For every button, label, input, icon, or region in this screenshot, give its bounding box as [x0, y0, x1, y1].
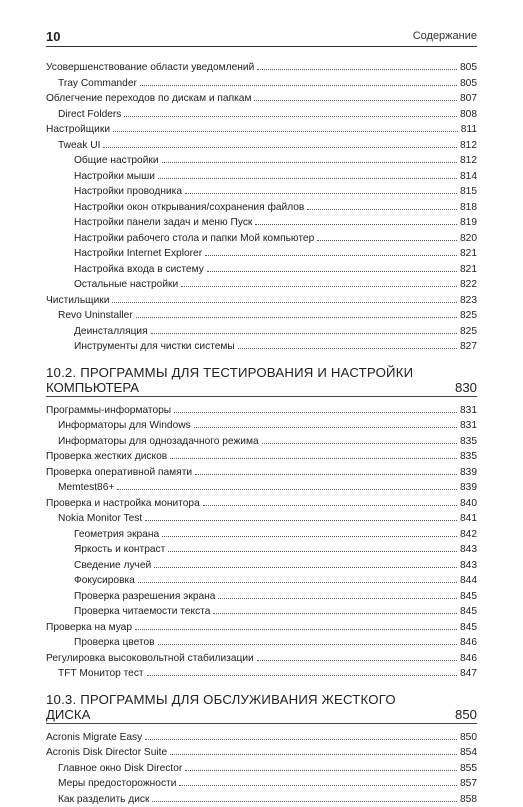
toc-entry-title: Acronis Disk Director Suite	[46, 745, 170, 761]
section-title-line2: КОМПЬЮТЕРА	[46, 380, 139, 395]
dot-leader	[194, 427, 457, 428]
toc-entry	[46, 231, 477, 247]
toc-entry-title: Главное окно Disk Director	[58, 761, 185, 777]
dot-leader	[138, 582, 457, 583]
toc-entry-title: Яркость и контраст	[74, 542, 168, 558]
toc-entry-page: 845	[457, 620, 477, 636]
toc-entry	[46, 277, 477, 293]
toc-entry-title: Проверка читаемости текста	[74, 604, 213, 620]
toc-entry-title: Настройки мыши	[74, 169, 158, 185]
toc-entry-title: Информаторы для однозадачного режима	[58, 434, 262, 450]
section-page: 850	[455, 707, 477, 722]
dot-leader	[207, 271, 457, 272]
toc-entry	[46, 527, 477, 543]
toc-block-1	[46, 60, 477, 355]
toc-entry-title: Проверка цветов	[74, 635, 158, 651]
toc-entry-title: Настройщики	[46, 122, 113, 138]
toc-entry	[46, 604, 477, 620]
toc-entry-page: 841	[457, 511, 477, 527]
toc-entry	[46, 246, 477, 262]
toc-entry-title: Программы-информаторы	[46, 403, 174, 419]
toc-entry	[46, 449, 477, 465]
toc-entry-title: Настройки окон открывания/сохранения файлов	[74, 200, 307, 216]
toc-entry-page: 814	[457, 169, 477, 185]
toc-entry-title: Acronis Migrate Easy	[46, 730, 145, 746]
toc-entry-title: Меры предосторожности	[58, 776, 179, 792]
toc-entry-title: Проверка жестких дисков	[46, 449, 170, 465]
table-of-contents	[46, 60, 477, 807]
dot-leader	[145, 520, 457, 521]
dot-leader	[117, 489, 457, 490]
toc-entry-page: 831	[457, 418, 477, 434]
toc-entry	[46, 91, 477, 107]
dot-leader	[103, 147, 457, 148]
toc-block-3	[46, 730, 477, 807]
toc-entry	[46, 324, 477, 340]
toc-entry-page: 819	[457, 215, 477, 231]
dot-leader	[158, 644, 457, 645]
toc-entry-title: Проверка разрешения экрана	[74, 589, 218, 605]
toc-entry-page: 845	[457, 589, 477, 605]
toc-entry-title: Проверка оперативной памяти	[46, 465, 195, 481]
dot-leader	[170, 754, 457, 755]
toc-entry-page: 818	[457, 200, 477, 216]
dot-leader	[135, 629, 457, 630]
toc-entry-page: 821	[457, 246, 477, 262]
section-title-line1: 10.3. ПРОГРАММЫ ДЛЯ ОБСЛУЖИВАНИЯ ЖЕСТКОГО	[46, 692, 477, 707]
toc-entry-page: 811	[458, 122, 477, 138]
toc-entry	[46, 635, 477, 651]
toc-entry-page: 857	[457, 776, 477, 792]
toc-entry-page: 846	[457, 635, 477, 651]
toc-entry	[46, 262, 477, 278]
toc-entry	[46, 542, 477, 558]
dot-leader	[151, 333, 457, 334]
toc-entry	[46, 293, 477, 309]
toc-entry-page: 805	[457, 60, 477, 76]
dot-leader	[203, 505, 457, 506]
toc-entry	[46, 792, 477, 807]
toc-entry-page: 847	[457, 666, 477, 682]
toc-entry	[46, 589, 477, 605]
toc-entry-page: 844	[457, 573, 477, 589]
toc-entry-page: 850	[457, 730, 477, 746]
dot-leader	[213, 613, 457, 614]
toc-entry	[46, 403, 477, 419]
dot-leader	[254, 100, 457, 101]
toc-entry-page: 845	[457, 604, 477, 620]
section-heading-10-3	[46, 692, 477, 724]
dot-leader	[317, 240, 457, 241]
toc-entry-title: Информаторы для Windows	[58, 418, 194, 434]
toc-entry-page: 835	[457, 434, 477, 450]
toc-entry	[46, 107, 477, 123]
toc-entry-page: 839	[457, 480, 477, 496]
toc-entry-title: Revo Uninstaller	[58, 308, 136, 324]
dot-leader	[179, 785, 457, 786]
toc-entry	[46, 138, 477, 154]
toc-entry	[46, 745, 477, 761]
toc-entry-page: 815	[457, 184, 477, 200]
toc-entry-title: Регулировка высоковольтной стабилизации	[46, 651, 257, 667]
toc-entry-page: 821	[457, 262, 477, 278]
dot-leader	[262, 443, 457, 444]
dot-leader	[205, 255, 457, 256]
toc-entry-title: Memtest86+	[58, 480, 117, 496]
toc-entry	[46, 511, 477, 527]
toc-entry-title: Tweak UI	[58, 138, 103, 154]
running-title: Содержание	[413, 30, 477, 42]
toc-entry	[46, 730, 477, 746]
dot-leader	[140, 85, 457, 86]
dot-leader	[185, 193, 457, 194]
toc-entry-page: 835	[457, 449, 477, 465]
toc-entry-title: Геометрия экрана	[74, 527, 162, 543]
toc-entry-title: Как разделить диск	[58, 792, 152, 807]
toc-entry	[46, 215, 477, 231]
toc-entry-page: 827	[457, 339, 477, 355]
toc-entry	[46, 761, 477, 777]
toc-entry	[46, 666, 477, 682]
toc-entry-page: 820	[457, 231, 477, 247]
toc-entry	[46, 153, 477, 169]
toc-entry	[46, 651, 477, 667]
toc-block-2	[46, 403, 477, 682]
toc-entry	[46, 480, 477, 496]
toc-entry-page: 805	[457, 76, 477, 92]
toc-entry-title: Настройки рабочего стола и папки Мой компьютер	[74, 231, 317, 247]
toc-entry-title: Сведение лучей	[74, 558, 154, 574]
toc-entry-title: Инструменты для чистки системы	[74, 339, 238, 355]
dot-leader	[147, 675, 457, 676]
toc-entry	[46, 308, 477, 324]
toc-entry-page: 825	[457, 308, 477, 324]
toc-entry	[46, 76, 477, 92]
toc-entry-page: 858	[457, 792, 477, 807]
dot-leader	[195, 474, 457, 475]
page-header	[46, 26, 477, 47]
toc-entry-page: 831	[457, 403, 477, 419]
section-page: 830	[455, 380, 477, 395]
toc-entry-page: 825	[457, 324, 477, 340]
toc-entry-title: Проверка на муар	[46, 620, 135, 636]
toc-entry	[46, 418, 477, 434]
toc-entry-title: Деинсталляция	[74, 324, 151, 340]
dot-leader	[218, 598, 457, 599]
section-title-line1: 10.2. ПРОГРАММЫ ДЛЯ ТЕСТИРОВАНИЯ И НАСТРОЙКИ	[46, 365, 477, 380]
toc-entry	[46, 169, 477, 185]
dot-leader	[181, 286, 457, 287]
toc-entry-title: Tray Commander	[58, 76, 140, 92]
dot-leader	[152, 801, 457, 802]
toc-entry-title: Усовершенствование области уведомлений	[46, 60, 257, 76]
dot-leader	[238, 348, 457, 349]
dot-leader	[185, 770, 457, 771]
toc-entry-page: 823	[457, 293, 477, 309]
toc-entry-page: 843	[457, 558, 477, 574]
dot-leader	[257, 660, 457, 661]
dot-leader	[174, 412, 457, 413]
toc-entry-page: 822	[457, 277, 477, 293]
dot-leader	[170, 458, 457, 459]
toc-entry	[46, 122, 477, 138]
toc-entry-title: TFT Монитор тест	[58, 666, 147, 682]
dot-leader	[145, 739, 457, 740]
toc-entry-title: Чистильщики	[46, 293, 112, 309]
toc-entry-title: Остальные настройки	[74, 277, 181, 293]
toc-entry-title: Общие настройки	[74, 153, 162, 169]
toc-entry	[46, 200, 477, 216]
toc-entry-title: Проверка и настройка монитора	[46, 496, 203, 512]
dot-leader	[124, 116, 457, 117]
dot-leader	[113, 131, 458, 132]
toc-entry-title: Облегчение переходов по дискам и папкам	[46, 91, 254, 107]
toc-entry-page: 839	[457, 465, 477, 481]
toc-entry	[46, 434, 477, 450]
dot-leader	[112, 302, 457, 303]
dot-leader	[255, 224, 457, 225]
dot-leader	[158, 178, 457, 179]
section-title-line2: ДИСКА	[46, 707, 90, 722]
dot-leader	[154, 567, 457, 568]
toc-entry-page: 846	[457, 651, 477, 667]
toc-entry-page: 843	[457, 542, 477, 558]
toc-entry-title: Direct Folders	[58, 107, 124, 123]
page-number: 10	[46, 29, 60, 44]
toc-entry	[46, 339, 477, 355]
toc-entry-page: 812	[457, 153, 477, 169]
dot-leader	[136, 317, 457, 318]
toc-entry-page: 812	[457, 138, 477, 154]
toc-entry-title: Nokia Monitor Test	[58, 511, 145, 527]
section-heading-10-2	[46, 365, 477, 397]
toc-entry-title: Настройка входа в систему	[74, 262, 207, 278]
toc-entry-title: Настройки проводника	[74, 184, 185, 200]
toc-entry-page: 842	[457, 527, 477, 543]
toc-entry	[46, 184, 477, 200]
dot-leader	[162, 536, 457, 537]
toc-entry-title: Фокусировка	[74, 573, 138, 589]
dot-leader	[162, 162, 457, 163]
toc-entry-page: 808	[457, 107, 477, 123]
toc-entry-page: 807	[457, 91, 477, 107]
toc-entry-page: 855	[457, 761, 477, 777]
toc-entry-title: Настройки панели задач и меню Пуск	[74, 215, 255, 231]
dot-leader	[257, 69, 457, 70]
toc-entry-page: 840	[457, 496, 477, 512]
toc-entry-title: Настройки Internet Explorer	[74, 246, 205, 262]
toc-entry	[46, 573, 477, 589]
toc-entry	[46, 776, 477, 792]
toc-entry	[46, 558, 477, 574]
toc-entry	[46, 620, 477, 636]
dot-leader	[168, 551, 457, 552]
toc-entry	[46, 465, 477, 481]
toc-entry	[46, 60, 477, 76]
dot-leader	[307, 209, 457, 210]
toc-entry	[46, 496, 477, 512]
toc-entry-page: 854	[457, 745, 477, 761]
